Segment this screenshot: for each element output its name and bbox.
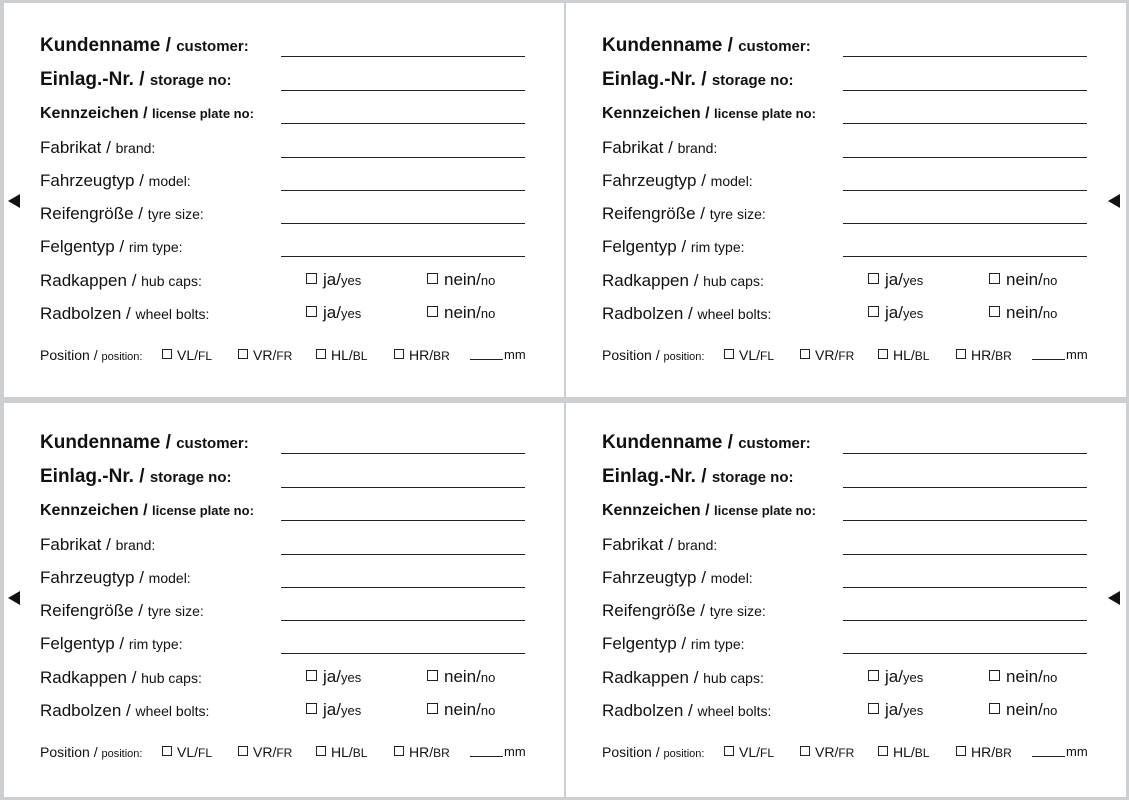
checkbox-icon[interactable] [427,703,438,714]
field-label-en: customer: [176,38,249,55]
depth-mm-field[interactable]: mm [470,744,526,759]
hub-caps-yes-option[interactable]: ja/yes [306,270,361,291]
checkbox-icon[interactable] [868,273,879,284]
checkbox-icon[interactable] [238,746,248,756]
wheel-bolts-no-option[interactable]: nein/no [427,700,495,721]
checkbox-icon[interactable] [868,306,879,317]
model-field: Fahrzeugtyp / model: [40,169,525,193]
position-fl-option[interactable]: VL/FL [162,347,212,363]
depth-mm-field[interactable]: mm [470,347,526,362]
model-input-line[interactable] [843,587,1087,588]
model-input-line[interactable] [843,190,1087,191]
wheel-bolts-yes-option[interactable]: ja/yes [306,700,361,721]
hub-caps-yes-option[interactable]: ja/yes [868,270,923,291]
brand-input-line[interactable] [843,157,1087,158]
model-field: Fahrzeugtyp / model: [602,566,1087,590]
checkbox-icon[interactable] [306,703,317,714]
wheel-bolts-choice: Radbolzen / wheel bolts: ja/yes nein/no [602,303,1058,323]
rim-type-field: Felgentyp / rim type: [602,632,1087,656]
storage-no-input-line[interactable] [843,487,1087,488]
tyre-size-input-line[interactable] [843,620,1087,621]
license-plate-input-line[interactable] [281,123,525,124]
customer-input-line[interactable] [281,56,525,57]
wheel-bolts-no-option[interactable]: nein/no [989,303,1057,324]
model-field: Fahrzeugtyp / model: [602,169,1087,193]
brand-field: Fabrikat / brand: [40,533,525,557]
hub-caps-choice: Radkappen / hub caps: ja/yes nein/no [602,270,1058,290]
checkbox-icon[interactable] [162,349,172,359]
hub-caps-no-option[interactable]: nein/no [427,667,495,688]
storage-no-input-line[interactable] [281,487,525,488]
checkbox-icon[interactable] [427,670,438,681]
license-plate-field: Kennzeichen / license plate no: [602,499,1087,523]
position-bl-option[interactable]: HL/BL [878,744,929,760]
label-card [4,3,564,397]
rim-type-input-line[interactable] [843,256,1087,257]
position-fl-option[interactable]: VL/FL [724,744,774,760]
customer-input-line[interactable] [843,56,1087,57]
position-fr-option[interactable]: VR/FR [800,347,854,363]
hub-caps-yes-option[interactable]: ja/yes [868,667,923,688]
checkbox-icon[interactable] [878,746,888,756]
customer-field: Kundenname / customer: [40,35,525,59]
tyre-size-input-line[interactable] [843,223,1087,224]
position-br-option[interactable]: HR/BR [394,744,450,760]
position-row: Position / position: VL/FL VR/FR HL/BL HR/BR mm [40,744,526,760]
label-card [4,403,564,797]
tyre-size-field: Reifengröße / tyre size: [40,202,525,226]
position-row: Position / position: VL/FL VR/FR HL/BL HR/BR mm [40,347,526,363]
checkbox-icon[interactable] [306,670,317,681]
wheel-bolts-choice: Radbolzen / wheel bolts: ja/yes nein/no [602,700,1058,720]
checkbox-icon[interactable] [989,306,1000,317]
checkbox-icon[interactable] [162,746,172,756]
left-arrow-marker-icon [1108,591,1120,605]
customer-field: Kundenname / customer: [602,35,1087,59]
checkbox-icon[interactable] [306,273,317,284]
customer-input-line[interactable] [843,453,1087,454]
license-plate-field: Kennzeichen / license plate no: [602,102,1087,126]
checkbox-icon[interactable] [868,670,879,681]
wheel-bolts-yes-option[interactable]: ja/yes [868,303,923,324]
brand-input-line[interactable] [281,554,525,555]
rim-type-field: Felgentyp / rim type: [40,632,525,656]
depth-mm-field[interactable]: mm [1032,347,1088,362]
label-card [566,3,1126,397]
license-plate-input-line[interactable] [281,520,525,521]
checkbox-icon[interactable] [394,349,404,359]
checkbox-icon[interactable] [800,746,810,756]
position-bl-option[interactable]: HL/BL [316,744,367,760]
position-row: Position / position: VL/FL VR/FR HL/BL HR/BR mm [602,347,1088,363]
model-field: Fahrzeugtyp / model: [40,566,525,590]
license-plate-input-line[interactable] [843,123,1087,124]
checkbox-icon[interactable] [956,746,966,756]
tyre-size-field: Reifengröße / tyre size: [602,599,1087,623]
tyre-size-field: Reifengröße / tyre size: [40,599,525,623]
checkbox-icon[interactable] [427,306,438,317]
checkbox-icon[interactable] [989,670,1000,681]
hub-caps-choice: Radkappen / hub caps: ja/yes nein/no [602,667,1058,687]
left-arrow-marker-icon [8,194,20,208]
storage-no-field: Einlag.-Nr. / storage no: [40,466,525,490]
checkbox-icon[interactable] [238,349,248,359]
storage-no-field: Einlag.-Nr. / storage no: [602,69,1087,93]
checkbox-icon[interactable] [800,349,810,359]
brand-input-line[interactable] [281,157,525,158]
hub-caps-no-option[interactable]: nein/no [989,667,1057,688]
model-input-line[interactable] [281,587,525,588]
brand-field: Fabrikat / brand: [602,533,1087,557]
left-arrow-marker-icon [8,591,20,605]
storage-no-field: Einlag.-Nr. / storage no: [602,466,1087,490]
checkbox-icon[interactable] [724,746,734,756]
checkbox-icon[interactable] [724,349,734,359]
label-card [566,403,1126,797]
field-label-de: Kundenname [40,35,161,56]
tyre-size-field: Reifengröße / tyre size: [602,202,1087,226]
customer-field: Kundenname / customer: [602,432,1087,456]
rim-type-field: Felgentyp / rim type: [40,235,525,259]
wheel-bolts-yes-option[interactable]: ja/yes [306,303,361,324]
model-input-line[interactable] [281,190,525,191]
left-arrow-marker-icon [1108,194,1120,208]
checkbox-icon[interactable] [878,349,888,359]
rim-type-input-line[interactable] [281,653,525,654]
hub-caps-yes-option[interactable]: ja/yes [306,667,361,688]
checkbox-icon[interactable] [316,349,326,359]
rim-type-input-line[interactable] [281,256,525,257]
position-br-option[interactable]: HR/BR [394,347,450,363]
checkbox-icon[interactable] [956,349,966,359]
hub-caps-choice: Radkappen / hub caps: ja/yes nein/no [40,270,496,290]
storage-no-input-line[interactable] [843,90,1087,91]
position-br-option[interactable]: HR/BR [956,347,1012,363]
checkbox-icon[interactable] [306,306,317,317]
wheel-bolts-no-option[interactable]: nein/no [989,700,1057,721]
license-plate-field: Kennzeichen / license plate no: [40,499,525,523]
hub-caps-no-option[interactable]: nein/no [989,270,1057,291]
checkbox-icon[interactable] [427,273,438,284]
position-fl-option[interactable]: VL/FL [162,744,212,760]
customer-input-line[interactable] [281,453,525,454]
position-fr-option[interactable]: VR/FR [800,744,854,760]
wheel-bolts-yes-option[interactable]: ja/yes [868,700,923,721]
tyre-size-input-line[interactable] [281,620,525,621]
position-bl-option[interactable]: HL/BL [316,347,367,363]
position-row: Position / position: VL/FL VR/FR HL/BL HR/BR mm [602,744,1088,760]
position-fr-option[interactable]: VR/FR [238,744,292,760]
wheel-bolts-choice: Radbolzen / wheel bolts: ja/yes nein/no [40,303,496,323]
hub-caps-choice: Radkappen / hub caps: ja/yes nein/no [40,667,496,687]
rim-type-field: Felgentyp / rim type: [602,235,1087,259]
rim-type-input-line[interactable] [843,653,1087,654]
wheel-bolts-no-option[interactable]: nein/no [427,303,495,324]
storage-no-input-line[interactable] [281,90,525,91]
wheel-bolts-choice: Radbolzen / wheel bolts: ja/yes nein/no [40,700,496,720]
license-plate-input-line[interactable] [843,520,1087,521]
customer-field: Kundenname / customer: [40,432,525,456]
position-bl-option[interactable]: HL/BL [878,347,929,363]
brand-input-line[interactable] [843,554,1087,555]
hub-caps-no-option[interactable]: nein/no [427,270,495,291]
brand-field: Fabrikat / brand: [40,136,525,160]
checkbox-icon[interactable] [989,273,1000,284]
position-br-option[interactable]: HR/BR [956,744,1012,760]
position-fr-option[interactable]: VR/FR [238,347,292,363]
checkbox-icon[interactable] [394,746,404,756]
license-plate-field: Kennzeichen / license plate no: [40,102,525,126]
checkbox-icon[interactable] [316,746,326,756]
checkbox-icon[interactable] [868,703,879,714]
position-fl-option[interactable]: VL/FL [724,347,774,363]
depth-mm-field[interactable]: mm [1032,744,1088,759]
brand-field: Fabrikat / brand: [602,136,1087,160]
checkbox-icon[interactable] [989,703,1000,714]
tyre-size-input-line[interactable] [281,223,525,224]
storage-no-field: Einlag.-Nr. / storage no: [40,69,525,93]
